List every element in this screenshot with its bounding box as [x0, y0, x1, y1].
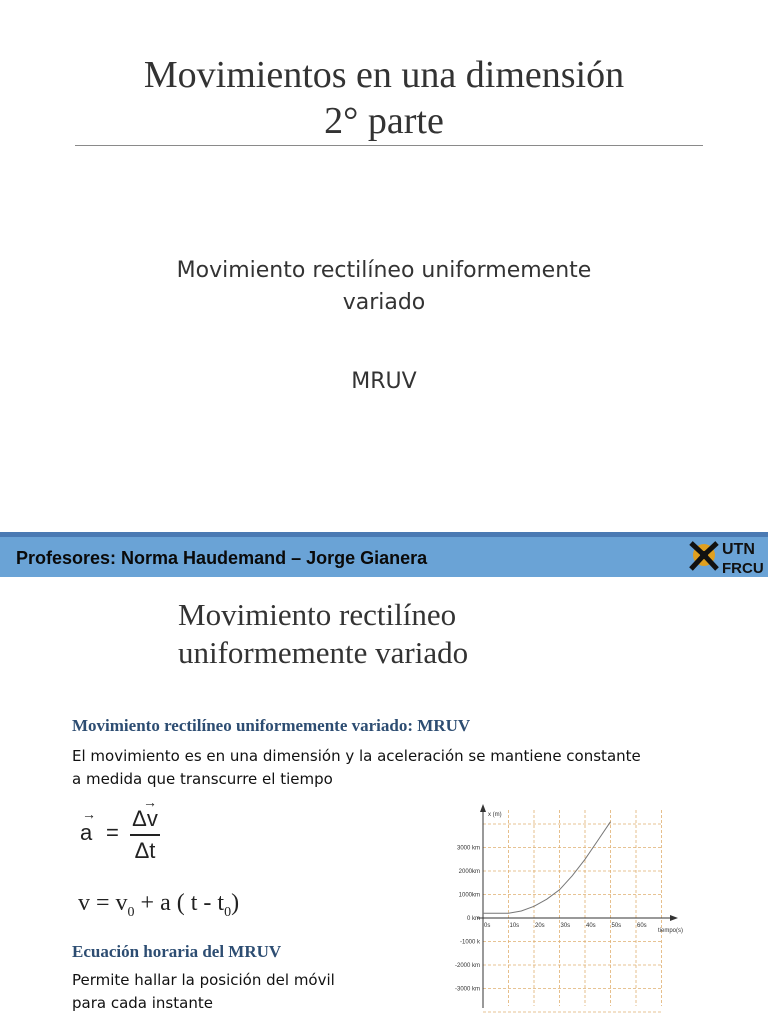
- x-tick-label: 10s: [509, 923, 520, 929]
- mruv-description: [72, 745, 641, 791]
- x-axis-label: tiempo(s): [658, 928, 684, 934]
- ecuacion-description: [72, 969, 335, 1015]
- x-tick-label: 20s: [535, 923, 545, 929]
- professors-label: Profesores: Norma Haudemand – Jorge Gianera: [16, 548, 428, 568]
- subtitle-line-1: Movimiento rectilíneo uniformemente: [176, 258, 592, 283]
- eq1-lhs: [80, 806, 96, 846]
- eq1-a: a: [80, 820, 93, 845]
- y-tick-label: 0 km: [466, 916, 480, 922]
- acronym: MRUV: [351, 369, 417, 394]
- slide2-title: [178, 596, 468, 672]
- eq1-denominator: Δt: [134, 837, 156, 863]
- x-tick-label: 30s: [560, 923, 571, 929]
- y-axis-arrow-icon: [480, 804, 486, 812]
- subtitle-line-2: variado: [342, 290, 426, 315]
- section-heading-ecuacion: Ecuación horaria del MRUV: [72, 942, 282, 961]
- logo-frcu-text: FRCU: [722, 560, 764, 577]
- logo-utn-text: UTN: [722, 541, 755, 558]
- fraction-bar: [130, 834, 160, 836]
- y-axis-label: x (m): [488, 812, 502, 818]
- description-line-1: El movimiento es en una dimensión y la aceleración se mantiene constante: [72, 747, 641, 765]
- eq1-numerator: → Δv: [132, 794, 158, 831]
- y-tick-label: -2000 km: [454, 963, 480, 969]
- x-tick-label: 60s: [637, 923, 647, 929]
- eq1-fraction: [130, 794, 160, 864]
- y-tick-label: -3000 km: [454, 986, 480, 993]
- gear-emblem-icon: [691, 543, 717, 569]
- presentation-title: [0, 52, 768, 144]
- x-tick-label: 50s: [611, 923, 622, 929]
- graph-svg: [420, 800, 710, 1024]
- description-line-2: a medida que transcurre el tiempo: [72, 770, 333, 788]
- vector-arrow-icon: →: [143, 794, 157, 810]
- utn-frcu-logo: [686, 535, 766, 577]
- ecuacion-line-1: Permite hallar la posición del móvil: [72, 971, 335, 989]
- x-axis-arrow-icon: [670, 915, 678, 921]
- title-divider: [75, 145, 703, 146]
- title-line-2: 2° parte: [324, 100, 444, 142]
- position-curve: [483, 822, 611, 914]
- subtitle: [0, 255, 768, 319]
- y-tick-label: 2000km: [458, 869, 480, 875]
- y-tick-label: 1000km: [458, 892, 480, 899]
- section-heading-mruv: Movimiento rectilíneo uniformemente variado: MRUV: [72, 716, 471, 735]
- y-tick-label: 3000 km: [456, 845, 480, 852]
- ecuacion-line-2: para cada instante: [72, 994, 213, 1012]
- x-tick-label: 40s: [586, 923, 596, 929]
- vector-arrow-icon: →: [82, 806, 96, 822]
- y-tick-label: -1000 k: [459, 939, 480, 946]
- x-tick-label: 0s: [484, 923, 491, 929]
- eq1-equals: =: [106, 820, 119, 845]
- slide2-title-line-1: Movimiento rectilíneo: [178, 597, 457, 632]
- velocity-equation: $v = v_0 + a$ ( t - $t_0$): [78, 890, 240, 920]
- title-line-1: Movimientos en una dimensión: [143, 54, 625, 96]
- position-time-graph: [420, 800, 710, 1024]
- slide2-title-line-2: uniformemente variado: [178, 635, 469, 670]
